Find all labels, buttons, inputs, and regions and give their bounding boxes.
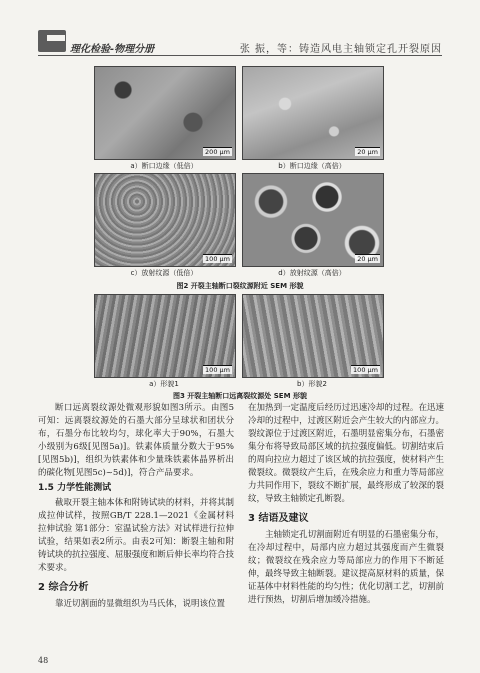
running-title: 张 振，等：铸造风电主轴锁定孔开裂原因 (239, 44, 442, 55)
right-column (248, 402, 444, 607)
figure2-panel-c-image (94, 173, 236, 267)
figure2-panel-b-image (242, 66, 384, 160)
left-column (38, 402, 234, 611)
figure3-panel-b-image (242, 294, 384, 378)
section-heading: 2 综合分析 (38, 582, 89, 593)
figure3-panel-a-image (94, 294, 236, 378)
figure2-caption-b: b）断口边缘（高倍） (278, 162, 346, 170)
scale-bar-label: 200 μm (205, 148, 230, 156)
figure2-caption-a: a）断口边缘（低倍） (130, 162, 198, 170)
page-header (0, 0, 480, 56)
page-number: 48 (38, 656, 49, 665)
section-heading: 1.5 力学性能测试 (38, 483, 112, 493)
figure2-caption-c: c）放射纹源（低倍） (130, 269, 198, 277)
journal-logo (38, 30, 66, 52)
header-rule (38, 55, 442, 56)
figure2-title: 图2 开裂主轴断口裂纹源附近 SEM 形貌 (176, 282, 304, 290)
scale-bar-label: 20 μm (357, 148, 378, 156)
paragraph: 在加热到一定温度后经历过迅速冷却的过程。在迅速冷却的过程中，过渡区附近会产生较大的内部应力。裂纹源位于过渡区附近，石墨明显密集分布，石墨密集分布将导致局部区域的抗拉强度偏低。切割结束后的周向拉应力超过了该区域的抗拉强度，使材料产生微裂纹。微裂纹产生后，在残余应力和重力等局部应力共同作用下，裂纹不断扩展，最终形成了较深的裂纹，导致主轴锁定孔断裂。 (248, 403, 444, 504)
figure3-caption-a: a）形貌1 (149, 380, 179, 388)
paragraph: 截取开裂主轴本体和附铸试块的材料，并将其制成拉伸试样，按照GB/T 228.1—2021《金属材料 拉伸试验 第1部分：室温试验方法》对试样进行拉伸试验，结果如表2所示。由表2可知：断裂主轴和附铸试块的抗拉强度、屈服强度和断后伸长率均符合技术要求。 (38, 498, 234, 573)
paragraph: 靠近切割面的显微组织为马氏体，说明该位置 (55, 599, 226, 609)
scale-bar-label: 20 μm (357, 255, 378, 263)
paragraph: 断口远离裂纹源处微观形貌如图3所示。由图5可知：远离裂纹源处的石墨大部分呈球状和团状分布，石墨分布比较均匀，球化率大于90%，石墨大小级别为6级[见图5a)]。铁素体质量分数大于95%[见图5b)]，组织为铁素体和少量珠铁素体晶界析出的碳化物[见图5c)~5d)]，符合产品要求。 (38, 403, 234, 478)
journal-name: 理化检验-物理分册 (70, 44, 155, 55)
figure3-caption-b: b）形貌2 (297, 380, 327, 388)
figure2-panel-d-image (242, 173, 384, 267)
figure3-title: 图3 开裂主轴断口远离裂纹源处 SEM 形貌 (173, 392, 307, 400)
paragraph: 主轴锁定孔切割面附近有明显的石墨密集分布，在冷却过程中，局部内应力超过其强度而产生微裂纹；微裂纹在残余应力等局部应力的作用下不断延伸，最终导致主轴断裂。建议提高原材料的质量，保证基体中材料性能的均匀性；优化切割工艺，切割前进行预热，切割后增加缓冷措施。 (248, 530, 444, 605)
scale-bar-label: 100 μm (205, 366, 230, 374)
scale-bar-label: 100 μm (205, 255, 230, 263)
figure2-caption-d: d）放射纹源（高倍） (278, 269, 346, 277)
scale-bar-label: 100 μm (353, 366, 378, 374)
figure2-panel-a-image (94, 66, 236, 160)
section-heading: 3 结语及建议 (248, 513, 309, 524)
